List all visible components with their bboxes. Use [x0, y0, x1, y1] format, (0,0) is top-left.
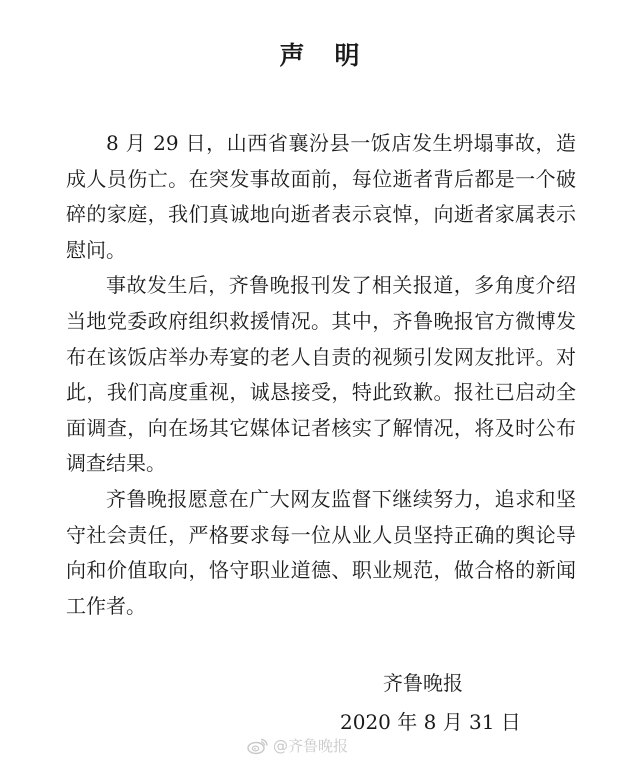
paragraph-apology: 事故发生后，齐鲁晚报刊发了相关报道，多角度介绍当地党委政府组织救援情况。其中，齐鲁晚报官方微博发布在该饭店举办寿宴的老人自责的视频引发网友批评。对此，我们高度重视，诚恳接受，特此致歉。报社已启动全面调查，向在场其它媒体记者核实了解情况，将及时公布调查结果。	[66, 273, 576, 476]
statement-date: 2020 年 8 月 31 日	[340, 710, 521, 734]
watermark-text: @齐鲁晚报	[273, 737, 349, 755]
paragraph-commitment: 齐鲁晚报愿意在广大网友监督下继续努力，追求和坚守社会责任，严格要求每一位从业人员坚持正确的舆论导向和价值取向，恪守职业道德、职业规范，做合格的新闻工作者。	[66, 486, 576, 618]
weibo-watermark	[247, 736, 348, 756]
weibo-icon	[247, 737, 269, 755]
signature: 齐鲁晚报	[383, 671, 463, 695]
paragraph-accident: 8 月 29 日，山西省襄汾县一饭店发生坍塌事故，造成人员伤亡。在突发事故面前，每位逝者背后都是一个破碎的家庭，我们真诚地向逝者表示哀悼，向逝者家属表示慰问。	[66, 131, 576, 262]
statement-body	[66, 126, 576, 624]
page-title: 声明	[279, 41, 390, 70]
